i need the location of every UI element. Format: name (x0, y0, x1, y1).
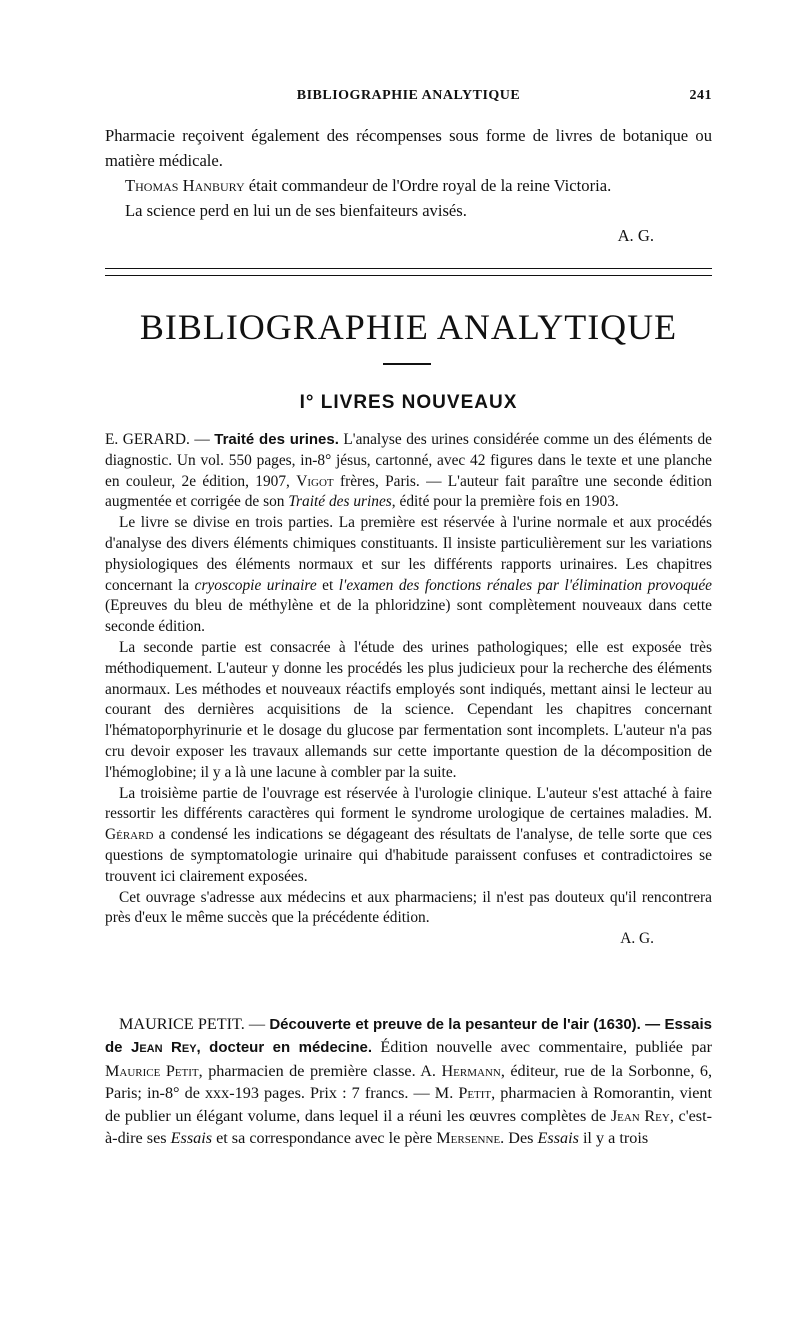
signature: A. G. (617, 226, 654, 245)
review-petit (105, 1013, 712, 1149)
text-run: , édité pour la première fois en 1903. (391, 493, 619, 511)
text-run: L'analyse des urines considérée comme un des éléments de diagnostic. Un vol. 550 pages, in-8° jésus, cartonné, avec 42 figures dans le texte et une planche en couleur, 2e édition, 1907, (105, 431, 712, 490)
person-name: Maurice Petit (105, 1061, 199, 1080)
running-title: BIBLIOGRAPHIE ANALYTIQUE (296, 88, 521, 103)
text-run: La troisième partie de l'ouvrage est réservée à l'urologie clinique. L'auteur s'est attaché à faire ressortir les différents caractères qui forment le syndrome urologique de certaines maladies. M. (105, 784, 712, 823)
book-title: Traité des urines. (214, 431, 339, 448)
person-name: Petit (458, 1084, 492, 1103)
italic-phrase: cryoscopie urinaire (194, 576, 317, 594)
text-run: a condensé les indications se dégageant des résultats de l'analyse, de telle sorte que ces questions de symptomatologie urinaire qui d'habitude paraissent confuses et contradictoires se trouvent ici clairement exposées. (105, 826, 712, 885)
italic-title: Essais (170, 1129, 213, 1148)
italic-title: Essais (537, 1129, 579, 1148)
page-number: 241 (689, 88, 712, 103)
person-name: Jean Rey (130, 1039, 197, 1057)
double-rule-divider (105, 268, 712, 276)
text-run: il y a trois (578, 1129, 649, 1148)
publisher-name: Vigot (296, 472, 334, 490)
review-author: E. GERARD. — (105, 431, 215, 448)
running-head (105, 88, 712, 108)
intro-paragraph (105, 173, 712, 198)
text-run: , pharmacien de première classe. A. (198, 1061, 442, 1080)
text-run: Édition nouvelle avec commentaire, publiée par (372, 1038, 713, 1057)
signature: A. G. (620, 930, 654, 948)
review-paragraph (105, 784, 712, 888)
text-run: et (316, 576, 339, 594)
intro-paragraph: Pharmacie reçoivent également des récompenses sous forme de livres de botanique ou matière médicale. (105, 126, 712, 170)
title-rule (383, 363, 431, 365)
italic-phrase: l'examen des fonctions rénales par l'élimination provoquée (338, 576, 712, 594)
section-title: I° LIVRES NOUVEAUX (299, 392, 518, 413)
person-name: Jean Rey (610, 1106, 670, 1125)
review-author: MAURICE PETIT. — (119, 1015, 270, 1033)
italic-title: Traité des urines (288, 493, 392, 511)
text-run: (Epreuves du bleu de méthylène et de la phloridzine) sont complètement nouveaux dans cette seconde édition. (105, 597, 712, 636)
book-title: , docteur en médecine. (196, 1039, 372, 1057)
person-name: Thomas Hanbury (125, 176, 245, 195)
text-run: Le livre se divise en trois parties. La première est réservée à l'urine normale et aux procédés d'analyse des divers éléments chimiques constituants. Il insiste particulièrement sur les variations physiologiques des éléments normaux et sur les différents rapports urinaires. Les chapitres concernant la (105, 514, 712, 594)
text-run: , pharmacien à Romorantin, vient de publier un élégant volume, dans lequel il a réuni les œuvres complètes de (105, 1084, 712, 1125)
review-paragraph (105, 1013, 712, 1149)
intro-text-run: était commandeur de l'Ordre royal de la reine Victoria. (244, 176, 612, 195)
intro-paragraph: La science perd en lui un de ses bienfaiteurs avisés. (125, 201, 467, 220)
review-paragraph (105, 430, 712, 513)
review-paragraph (105, 513, 712, 638)
text-run: frères, Paris. — L'auteur fait paraître une seconde édition augmentée et corrigée de son (105, 472, 713, 511)
intro-text (105, 123, 712, 248)
person-name: Hermann (441, 1061, 501, 1080)
text-run: , éditeur, rue de la Sorbonne, 6, Paris; in-8° de xxx-193 pages. Prix : 7 francs. — M. (105, 1061, 712, 1103)
review-paragraph: La seconde partie est consacrée à l'étude des urines pathologiques; elle est exposée très méthodiquement. L'auteur y donne les procédés les plus judicieux pour la recherche des éléments anormaux. Les méthodes et nouveaux réactifs employés sont indiqués, mettant ainsi le lecteur au courant des dernières acquisitions de la science. Cependant les chapitres concernant l'hématoporphyrinurie et le dosage du glucose par fermentation sont incomplets. L'auteur n'a pas cru devoir exposer les travaux allemands sur cette importante question de la décomposition de l'hémoglobine; il y a là une lacune à combler par la suite. (105, 638, 712, 781)
text-run: . Des (500, 1129, 538, 1148)
text-run: , c'est-à-dire ses (105, 1106, 712, 1148)
review-paragraph: Cet ouvrage s'adresse aux médecins et aux pharmaciens; il n'est pas douteux qu'il rencontrera près d'eux le même succès que la précédente édition. (105, 888, 712, 927)
person-name: Gérard (105, 826, 154, 844)
page-title: BIBLIOGRAPHIE ANALYTIQUE (139, 307, 678, 347)
review-gerard (105, 430, 712, 950)
person-name: Mersenne (436, 1129, 501, 1148)
book-title: Découverte et preuve de la pesanteur de l'air (1630). — Essais de (105, 1016, 712, 1057)
text-run: et sa correspondance avec le père (212, 1129, 437, 1148)
